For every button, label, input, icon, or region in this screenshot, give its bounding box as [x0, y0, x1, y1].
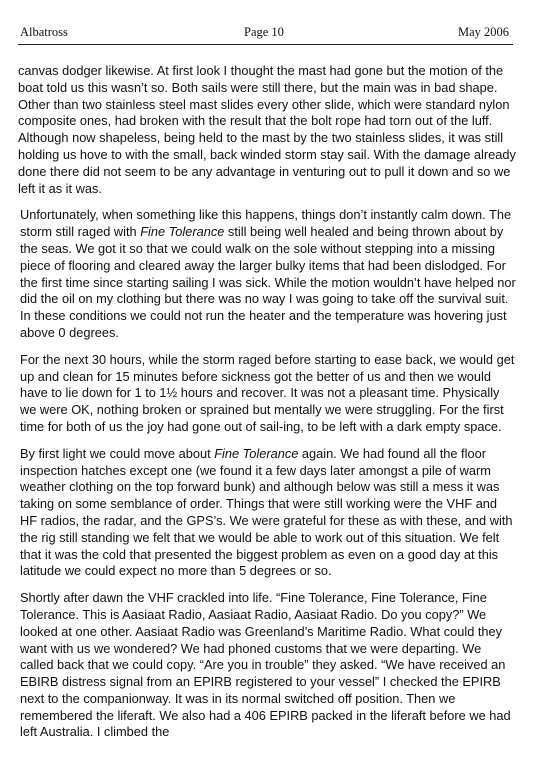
paragraph-3: For the next 30 hours, while the storm raged before starting to ease back, we would get up and clean for 15 minutes before sickness got the better of us and then we would have to lie down for 1 to 1½ hours and recover. It was not a pleasant time. Physically we were OK, nothing broken or sprained but mentally we were struggling. For the first time for both of us the joy had gone out of sail-ing, to be left with a dark empty space. [20, 351, 515, 434]
header-divider [18, 44, 513, 45]
page-number: Page 10 [244, 25, 284, 39]
boat-name: Fine Tolerance [140, 224, 225, 240]
paragraph-1: canvas dodger likewise. At first look I thought the mast had gone but the motion of the boat told us this wasn’t so. Both sails were still there, but the main was in bad shape. Other than two stainless steel mast slides every other slide, which were standard nylon composite ones, had broken with the result that the bolt rope had torn out of the luff. Although now shapeless, being held to the mast by the two stainless slides, it was still holding us hove to with the small, back winded storm stay sail. With the damage already done there did not seem to be any advantage in venturing out to pull it down and so we left it as it was. [18, 63, 516, 196]
boat-name: Fine Tolerance [214, 445, 299, 461]
paragraph-5: Shortly after dawn the VHF crackled into life. “Fine Tolerance, Fine Tolerance, Fine Tolerance. This is Aasiaat Radio, Aasiaat Radio, Aasiaat Radio. Do you copy?” We looked at one other. Aasiaat Radio was Greenland’s Maritime Radio. What could they want with us we wondered? We had phoned customs that we were departing. We called back that we could copy. “Are you in trouble” they asked. “We have received an EBIRB distress signal from an EPIRB registered to your vessel” I checked the EPIRB next to the companionway. It was in its normal switched off position. Then we remembered the liferaft. We also had a 406 EPIRB packed in the liferaft before we had left Australia. I climbed the [20, 590, 511, 740]
paragraph-2: Unfortunately, when something like this happens, things don’t instantly calm down. The storm still raged with Fine Tolerance still being well healed and being thrown about by the seas. We got it so that we could walk on the sole without stepping into a missing piece of flooring and cleared away the larger bulky items that had been dislodged. For the first time since starting sailing I was sick. While the motion wouldn’t have helped nor did the oil on my clothing but there was no way I was going to take off the survival suit. In these conditions we could not run the heater and the temperature was hovering just above 0 degrees. [20, 207, 516, 340]
paragraph-4: By first light we could move about Fine Tolerance again. We had found all the floor inspection hatches except one (we found it a few days later amongst a pile of warm weather clothing on the top forward bunk) and although below was still a mess it was taking on some semblance of order. Things that were still working were the VHF and HF radios, the radar, and the GPS’s. We were grateful for these as with these, and with the rig still standing we felt that we would be able to work out of this situation. We felt that it was the cold that presented the biggest problem as even on a good day at this latitude we could expect no more than 5 degrees or so. [20, 445, 513, 579]
page-header [20, 21, 509, 43]
article-body [18, 63, 516, 751]
publication-name: Albatross [20, 25, 68, 39]
issue-date: May 2006 [457, 25, 509, 39]
